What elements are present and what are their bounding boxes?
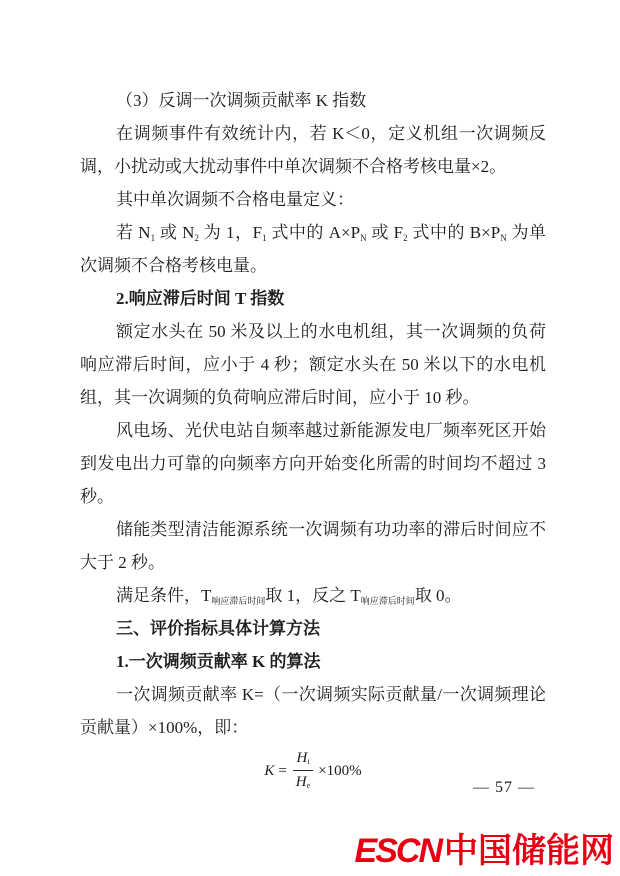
- paragraph: 在调频事件有效统计内，若 K＜0，定义机组一次调频反调，小扰动或大扰动事件中单次调频不合格考核电量×2。: [80, 124, 546, 176]
- paragraph: （3）反调一次调频贡献率 K 指数: [116, 91, 367, 110]
- paragraph: 额定水头在 50 米及以上的水电机组，其一次调频的负荷响应滞后时间，应小于 4 秒；额定水头在 50 米以下的水电机组，其一次调频的负荷响应滞后时间，应小于 10 秒。: [80, 322, 546, 407]
- paragraph: 若 $N_1$ 或 $N_2$ 为 1，$F_1$ 式中的 $A\times P_N$ 或 $F_2$ 式中的 $B\times P_N$ 为单次调频不合格考核电量。: [80, 223, 546, 275]
- escn-logo: [355, 834, 614, 869]
- document-body: [80, 84, 546, 744]
- formula-numerator: $H_i$: [293, 748, 313, 771]
- paragraph: 风电场、光伏电站自频率越过新能源发电厂频率死区开始到发电出力可靠的向频率方向开始变化所需的时间均不超过 3 秒。: [80, 421, 546, 506]
- heading: 三、评价指标具体计算方法: [116, 619, 320, 638]
- escn-logo-latin: ESCN: [354, 832, 441, 870]
- formula-denominator: $H_e$: [295, 773, 311, 790]
- formula-multiplier: ×100%: [318, 763, 362, 780]
- formula-equals: =: [278, 763, 287, 780]
- paragraph: 满足条件，$T_{响应滞后时间}$取 1，反之 $T_{响应滞后时间}$取 0。: [116, 586, 462, 606]
- page-number: — 57 —: [473, 779, 535, 796]
- document-content: [80, 84, 546, 794]
- paragraph: 其中单次调频不合格电量定义：: [116, 190, 354, 209]
- heading: 1.一次调频贡献率 K 的算法: [116, 652, 321, 671]
- escn-logo-chinese: 中国储能网: [444, 832, 614, 870]
- paragraph: 一次调频贡献率 K=（一次调频实际贡献量/一次调频理论贡献量）×100%，即：: [80, 685, 546, 737]
- paragraph: 储能类型清洁能源系统一次调频有功功率的滞后时间应不大于 2 秒。: [80, 520, 546, 572]
- formula-lhs: K: [264, 763, 275, 780]
- heading: 2.响应滞后时间 T 指数: [116, 289, 285, 308]
